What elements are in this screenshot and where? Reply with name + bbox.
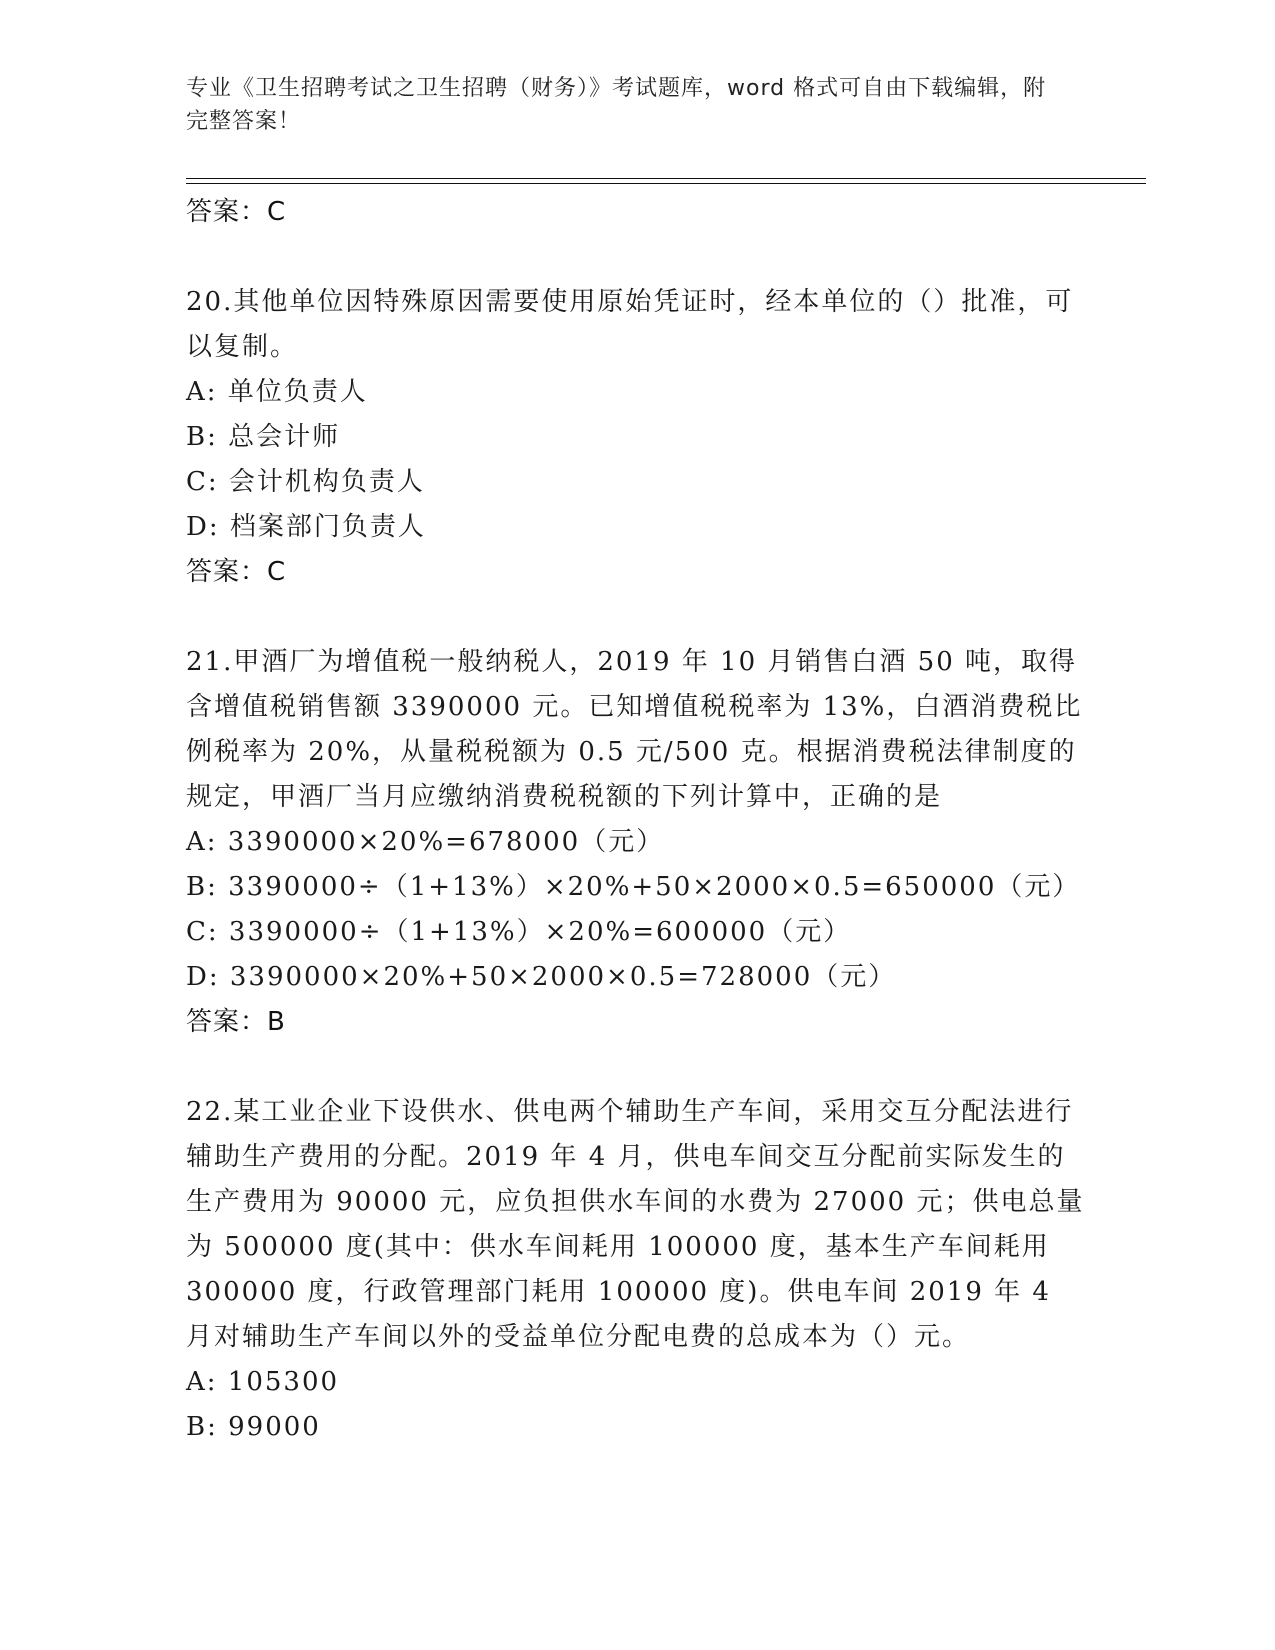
header-divider-top — [186, 178, 1146, 179]
answer-line: 答案：B — [186, 1007, 286, 1037]
option-d: D: 档案部门负责人 — [186, 512, 426, 542]
answer-line: 答案：C — [186, 557, 287, 587]
question-item — [186, 280, 1086, 595]
question-item — [186, 1090, 1086, 1450]
question-text: 21.甲酒厂为增值税一般纳税人，2019 年 10 月销售白酒 50 吨，取得含增值税销售额 3390000 元。已知增值税税率为 13%，白酒消费税比例税率为 20%，从量税税额为 0.5 元/500 克。根据消费税法律制度的规定，甲酒厂当月应缴纳消费税税额的下列计算中，正确的是 — [186, 647, 1083, 812]
question-text: 20.其他单位因特殊原因需要使用原始凭证时，经本单位的（）批准，可以复制。 — [186, 287, 1074, 362]
option-c: C: 3390000÷（1+13%）×20%=600000（元） — [186, 917, 852, 947]
header-divider-bottom — [186, 183, 1146, 184]
question-text: 22.某工业企业下设供水、供电两个辅助生产车间，采用交互分配法进行辅助生产费用的分配。2019 年 4 月，供电车间交互分配前实际发生的生产费用为 90000 元，应负担供水车间的水费为 27000 元；供电总量为 500000 度(其中：供水车间耗用 100000 度，基本生产车间耗用 300000 度，行政管理部门耗用 100000 度)。供电车间 2019 年 4 月对辅助生产车间以外的受益单位分配电费的总成本为（）元。 — [186, 1097, 1085, 1352]
page-header: 专业《卫生招聘考试之卫生招聘（财务）》考试题库，word 格式可自由下载编辑，附完整答案！ — [186, 76, 1047, 134]
question-item — [186, 640, 1086, 1045]
question-list — [186, 190, 1086, 1450]
option-b: B: 3390000÷（1+13%）×20%+50×2000×0.5=650000（元） — [186, 872, 1081, 902]
option-b: B: 99000 — [186, 1412, 321, 1442]
option-b: B: 总会计师 — [186, 422, 341, 452]
option-a: A: 单位负责人 — [186, 377, 368, 407]
option-a: A: 3390000×20%=678000（元） — [186, 827, 665, 857]
option-a: A: 105300 — [186, 1367, 340, 1397]
option-c: C: 会计机构负责人 — [186, 467, 425, 497]
answer-line: 答案：C — [186, 197, 287, 227]
option-d: D: 3390000×20%+50×2000×0.5=728000（元） — [186, 962, 897, 992]
